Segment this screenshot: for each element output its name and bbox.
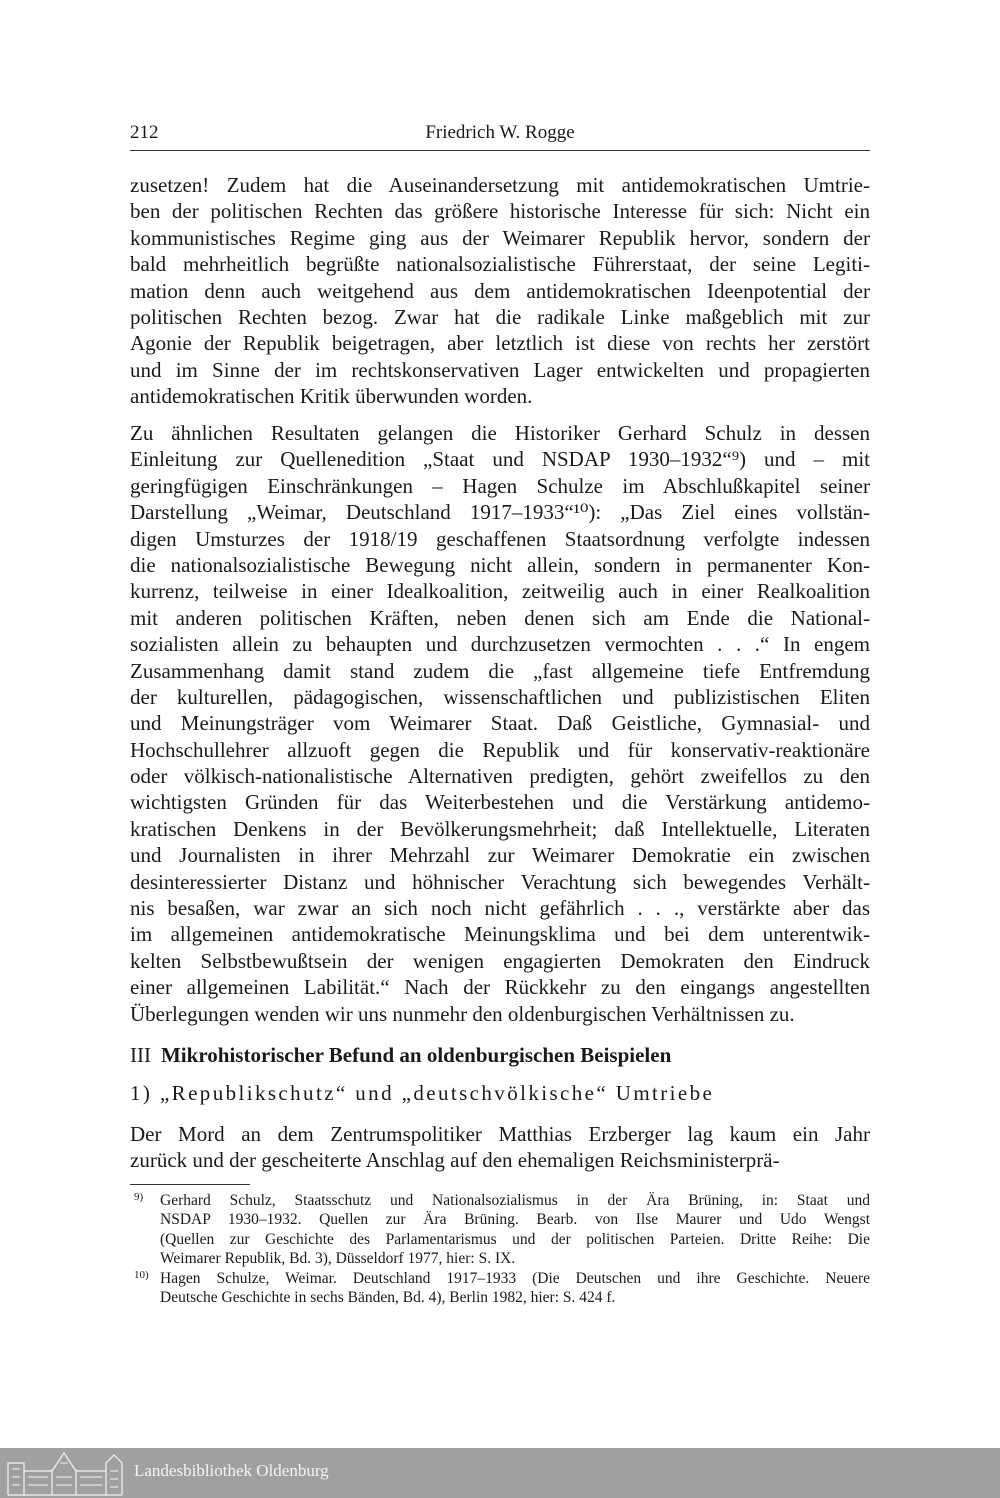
section-number: III	[130, 1043, 151, 1067]
text-line: mit anderen politischen Kräften, neben denen sich am Ende die National-	[130, 605, 870, 630]
subsection-heading: 1) „Republikschutz“ und „deutschvölkische“ Umtriebe	[130, 1081, 715, 1105]
text-line: oder völkisch-nationalistische Alternativen predigten, gehört zweifellos zu den	[130, 764, 870, 789]
text-line: einer allgemeinen Labilität.“ Nach der Rückkehr zu den eingangs angestellten	[130, 975, 870, 1000]
text-line: und Journalisten in ihrer Mehrzahl zur Weimarer Demokratie ein zwischen	[130, 843, 870, 868]
running-title: Friedrich W. Rogge	[425, 122, 575, 143]
library-building-logo	[6, 1451, 124, 1497]
text-line: Überlegungen wenden wir uns nunmehr den oldenburgischen Verhältnissen zu.	[130, 1001, 795, 1026]
text-line: mation denn auch weitgehend aus dem antidemokratischen Ideenpotential der	[130, 278, 870, 303]
paragraph-1	[130, 172, 870, 410]
text-line: antidemokratischen Kritik überwunden worden.	[130, 384, 533, 409]
footnote-line	[130, 1249, 870, 1268]
text-line: sozialisten allein zu behaupten und durchzusetzen vermochten . . .“ In engem	[130, 632, 870, 657]
text-line: Hochschullehrer allzuoft gegen die Republik und für konservativ-reaktionäre	[130, 737, 870, 762]
text-line: politischen Rechten bezog. Zwar hat die radikale Linke maßgeblich mit zur	[130, 304, 870, 329]
text-line: kelten Selbstbewußtsein der wenigen engagierten Demokraten den Eindruck	[130, 948, 870, 973]
text-line: Einleitung zur Quellenedition „Staat und NSDAP 1930–1932“⁹) und – mit	[130, 447, 870, 472]
text-line: Agonie der Republik beigetragen, aber letztlich ist diese von rechts her zerstört	[130, 331, 870, 356]
text-line: ben der politischen Rechten das größere historische Interesse für sich: Nicht ein	[130, 199, 870, 224]
paragraph-3	[130, 1121, 870, 1174]
footnote-text: NSDAP 1930–1932. Quellen zur Ära Brüning. Bearb. von Ilse Maurer und Udo Wengst	[160, 1211, 870, 1229]
footnote-line	[130, 1269, 870, 1288]
footnote-line	[130, 1191, 870, 1210]
footnote-rule	[130, 1184, 250, 1185]
text-line: wichtigsten Gründen für das Weiterbestehen und die Verstärkung antidemo-	[130, 790, 870, 815]
footnote-text: (Quellen zur Geschichte des Parlamentarismus und der politischen Parteien. Dritte Reihe: Die	[160, 1230, 870, 1248]
library-banner	[0, 1448, 1000, 1498]
section-title: Mikrohistorischer Befund an oldenburgischen Beispielen	[160, 1043, 672, 1067]
text-line: Zusammenhang damit stand zudem die „fast allgemeine tiefe Entfremdung	[130, 658, 870, 683]
text-line: und Meinungsträger vom Weimarer Staat. Daß Geistliche, Gymnasial- und	[130, 711, 870, 736]
text-line: kommunistisches Regime ging aus der Weimarer Republik hervor, sondern der	[130, 225, 870, 250]
text-line: digen Umsturzes der 1918/19 geschaffenen Staatsordnung verfolgte indessen	[130, 526, 870, 551]
text-line: kurrenz, teilweise in einer Idealkoalition, zeitweilig auch in einer Realkoalition	[130, 579, 870, 604]
footnote-line	[130, 1230, 870, 1249]
text-line: Der Mord an dem Zentrumspolitiker Matthias Erzberger lag kaum ein Jahr	[130, 1122, 870, 1146]
footnotes	[130, 1191, 870, 1307]
footnote-text: Gerhard Schulz, Staatsschutz und Nationalsozialismus in der Ära Brüning, in: Staat und	[160, 1192, 870, 1209]
footnote-line	[130, 1210, 870, 1229]
text-line: bald mehrheitlich begrüßte nationalsozialistische Führerstaat, der seine Legiti-	[130, 252, 870, 277]
text-line: Zu ähnlichen Resultaten gelangen die Historiker Gerhard Schulz in dessen	[130, 421, 870, 445]
paragraph-2	[130, 420, 870, 1027]
footnote-marker: 10)	[134, 1268, 149, 1281]
footnote-marker: 9)	[134, 1191, 144, 1203]
library-name: Landesbibliothek Oldenburg	[134, 1461, 329, 1480]
text-line: kratischen Denkens in der Bevölkerungsmehrheit; daß Intellektuelle, Literaten	[130, 816, 870, 841]
running-header	[130, 122, 870, 151]
text-line: die nationalsozialistische Bewegung nicht allein, sondern in permanenter Kon-	[130, 552, 870, 577]
text-line: nis besaßen, war zwar an sich noch nicht gefährlich . . ., verstärkte aber das	[130, 896, 870, 921]
text-line: zurück und der gescheiterte Anschlag auf den ehemaligen Reichsministerprä-	[130, 1148, 780, 1173]
text-line: und im Sinne der im rechtskonservativen Lager entwickelten und propagierten	[130, 357, 870, 382]
text-line: im allgemeinen antidemokratische Meinungsklima und bei dem unterentwik-	[130, 922, 870, 947]
text-line: Darstellung „Weimar, Deutschland 1917–1933“¹⁰): „Das Ziel eines vollstän-	[130, 500, 870, 525]
text-line: zusetzen! Zudem hat die Auseinandersetzung mit antidemokratischen Umtrie-	[130, 173, 870, 197]
footnote-line	[130, 1288, 870, 1307]
footnote-text: Hagen Schulze, Weimar. Deutschland 1917–1933 (Die Deutschen und ihre Geschichte. Neuere	[160, 1269, 870, 1287]
footnote-text: Deutsche Geschichte in sechs Bänden, Bd. 4), Berlin 1982, hier: S. 424 f.	[160, 1288, 616, 1306]
text-line: geringfügigen Einschränkungen – Hagen Schulze im Abschlußkapitel seiner	[130, 473, 870, 498]
text-line: der kulturellen, pädagogischen, wissenschaftlichen und publizistischen Eliten	[130, 684, 870, 709]
text-line: desinteressierter Distanz und höhnischer Verachtung sich bewegendes Verhält-	[130, 869, 870, 894]
page-number: 212	[130, 122, 159, 143]
section-heading	[130, 1043, 870, 1068]
footnote-text: Weimarer Republik, Bd. 3), Düsseldorf 1977, hier: S. IX.	[160, 1250, 516, 1268]
